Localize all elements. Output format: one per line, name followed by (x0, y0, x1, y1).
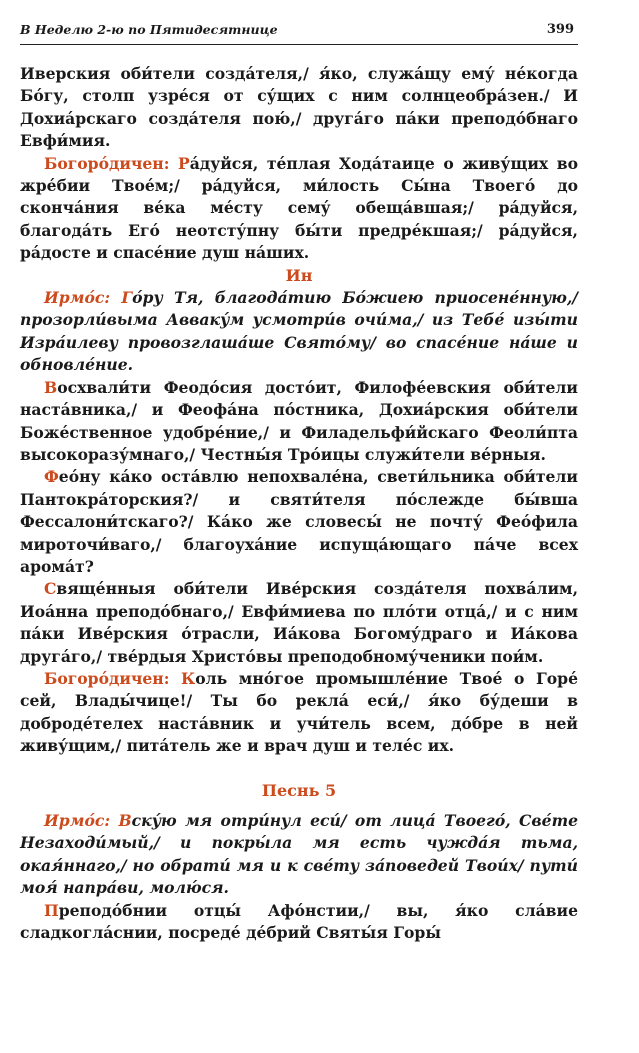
troparion-text: реподо́бнии отцы́ Афо́нстии,/ вы, я́ко сла́вие сладкогла́снии, посреде́ де́брий Святы́я Горы́ (20, 900, 578, 943)
troparion-text: вяще́нныя оби́тели Иве́рския созда́теля похва́лим, Иоа́нна преподо́бнаго,/ Евфи́миева по пло́ти отца́,/ и с ним па́ки Иве́рския о́трасли, Иа́кова Богому́драго и Иа́кова друга́го,/ тве́рдыя Христо́вы преподобному́ченики пои́м. (20, 579, 578, 666)
liturgical-text (20, 63, 578, 944)
section-heading-in: Ин (285, 265, 313, 285)
irmos-label: Ирмо́с: (44, 288, 122, 308)
theotokion (20, 668, 578, 758)
theotokion-label: Богоро́дичен: (44, 668, 182, 688)
theotokion-label: Богоро́дичен: (44, 153, 179, 173)
troparion (20, 900, 578, 945)
troparion-text: осхвали́ти Феодо́сия досто́ит, Филофе́евския оби́тели наста́вника,/ и Феофа́на по́стника, Дохиа́рския оби́тели Боже́ственное удобре́ние,/ и Филадельфи́йскаго Феоли́пта высокоразу́мнаго,/ Честны́я Тро́ицы служи́тели ве́рныя. (20, 377, 578, 464)
irmos (20, 810, 578, 900)
drop-initial: Р (178, 153, 190, 173)
irmos (20, 287, 578, 377)
irmos-text: ску́ю мя отри́нул еси́/ от лица́ Твоего́, Све́те Незаходи́мый,/ и покры́ла мя есть чужда́я тьма, окая́ннаго,/ но обрати́ мя и к све́ту за́поведей Твои́х/ пути́ моя́ напра́ви, молю́ся. (20, 811, 578, 898)
spacer (20, 802, 578, 810)
drop-initial: Ф (44, 467, 59, 487)
spacer (20, 758, 578, 780)
drop-initial: С (44, 579, 57, 599)
drop-initial: Г (121, 288, 133, 308)
theotokion-text: а́дуйся, те́плая Хода́таице о живу́щих во жре́бии Твое́м;/ ра́дуйся, ми́лость Сы́на Твоего́ до сконча́ния ве́ка ме́сту сему́ обеща́вшая;/ ра́дуйся, благода́ть Его́ неотсту́пну бы́ти предре́кшая;/ ра́дуйся, ра́досте и спасе́ние душ на́ших. (20, 153, 578, 263)
theotokion-text: оль мно́гое промышле́ние Твое́ о Горе́ сей, Влады́чице!/ Ты бо рекла́ еси́,/ я́ко бу́деши в доброде́телех наста́вник и учи́тель всем, до́бре в ней живу́щим,/ пита́тель же и врач душ и теле́с их. (20, 668, 578, 756)
ode-heading: Песнь 5 (261, 780, 337, 800)
troparion (20, 377, 578, 467)
running-header (20, 22, 578, 45)
drop-initial: К (181, 668, 196, 688)
paragraph: Иверския оби́тели созда́теля,/ я́ко, служа́щу ему́ не́когда Бо́гу, столп узре́ся от су́щих с ним солнцеобра́зен./ И Дохиа́рскаго созда́теля пою́,/ друга́го па́ки преподо́бнаго Евфи́мия. (20, 64, 578, 151)
page-number: 399 (546, 22, 574, 37)
theotokion (20, 153, 578, 265)
irmos-text: о́ру Тя, благода́тию Бо́жиею приосене́нную,/ прозорли́выма Авваку́м усмотри́в очи́ма,/ из Тебе́ изы́ти Изра́илеву провозглаша́ше Свято́му/ во спасе́ние на́ше и обновле́ние. (20, 288, 578, 375)
running-title: В Неделю 2-ю по Пятидесятнице (20, 22, 278, 37)
troparion-text: ео́ну ка́ко оста́влю непохвале́на, свети́льника оби́тели Пантокра́торския?/ и святи́теля по́слежде бы́вша Фессалони́тскаго?/ Ка́ко же словесы́ не почту́ Фео́фила мироточи́ваго,/ благоуха́ние испуща́ющаго па́че всех арома́т? (20, 467, 578, 576)
troparion (20, 466, 578, 578)
irmos-label: Ирмо́с: (44, 811, 119, 830)
drop-initial: П (44, 900, 59, 920)
drop-initial: В (118, 811, 132, 830)
drop-initial: В (44, 377, 58, 397)
troparion (20, 578, 578, 668)
